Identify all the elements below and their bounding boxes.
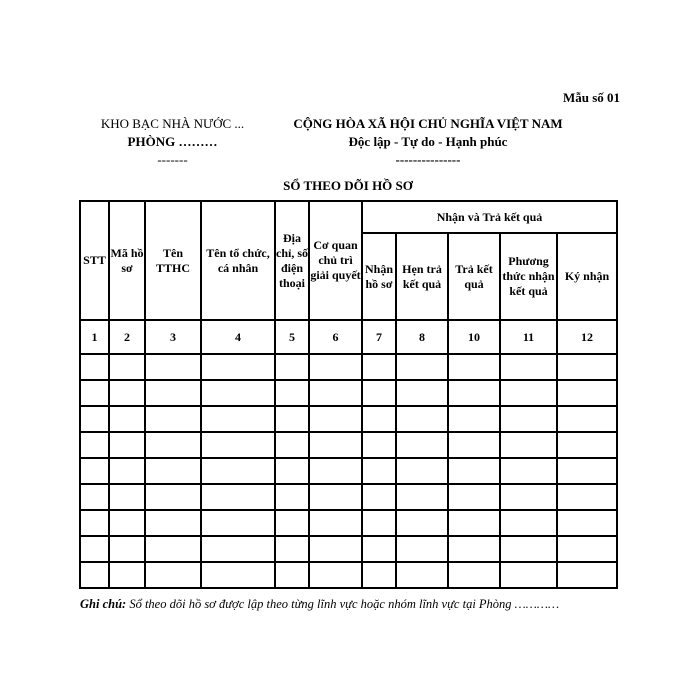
table-cell <box>500 380 557 406</box>
table-cell <box>109 536 145 562</box>
table-cell <box>448 380 500 406</box>
table-cell <box>500 432 557 458</box>
table-cell <box>362 484 396 510</box>
table-row <box>80 458 617 484</box>
col-num: 12 <box>557 320 617 354</box>
table-cell <box>557 562 617 588</box>
table-cell <box>557 380 617 406</box>
table-cell <box>109 354 145 380</box>
table-cell <box>309 380 362 406</box>
table-cell <box>448 484 500 510</box>
table-row <box>80 432 617 458</box>
table-row <box>80 484 617 510</box>
table-cell <box>275 432 309 458</box>
header-ky-nhan: Ký nhận <box>557 233 617 320</box>
table-cell <box>80 562 109 588</box>
table-cell <box>109 562 145 588</box>
table-cell <box>201 458 275 484</box>
table-cell <box>362 406 396 432</box>
table-cell <box>557 536 617 562</box>
table-cell <box>201 432 275 458</box>
table-cell <box>557 484 617 510</box>
table-cell <box>80 432 109 458</box>
motto-divider: --------------- <box>395 152 461 167</box>
table-row <box>80 510 617 536</box>
table-cell <box>309 432 362 458</box>
table-row <box>80 406 617 432</box>
table-cell <box>500 484 557 510</box>
table-cell <box>109 510 145 536</box>
table-cell <box>275 458 309 484</box>
table-cell <box>448 432 500 458</box>
table-cell <box>109 484 145 510</box>
table-cell <box>275 536 309 562</box>
table-cell <box>309 354 362 380</box>
table-cell <box>362 380 396 406</box>
table-cell <box>396 510 448 536</box>
table-cell <box>201 484 275 510</box>
table-row <box>80 354 617 380</box>
table-cell <box>557 510 617 536</box>
table-cell <box>309 562 362 588</box>
table-cell <box>557 406 617 432</box>
footnote <box>80 597 640 612</box>
header-ten-to-chuc: Tên tổ chức, cá nhân <box>201 201 275 320</box>
table-cell <box>275 510 309 536</box>
table-cell <box>396 536 448 562</box>
table-cell <box>500 458 557 484</box>
table-cell <box>275 380 309 406</box>
header-group-nhan-tra: Nhận và Trả kết quả <box>362 201 617 233</box>
table-cell <box>145 510 201 536</box>
table-cell <box>201 536 275 562</box>
table-cell <box>145 562 201 588</box>
table-cell <box>80 536 109 562</box>
table-cell <box>500 510 557 536</box>
footnote-text: Sổ theo dõi hồ sơ được lập theo từng lĩnh vực hoặc nhóm lĩnh vực tại Phòng ………… <box>126 597 560 611</box>
table-cell <box>500 354 557 380</box>
col-num: 7 <box>362 320 396 354</box>
col-num: 6 <box>309 320 362 354</box>
table-cell <box>145 380 201 406</box>
table-cell <box>448 354 500 380</box>
col-num: 2 <box>109 320 145 354</box>
agency-divider: ------- <box>157 152 188 167</box>
header-co-quan: Cơ quan chủ trì giải quyết <box>309 201 362 320</box>
table-cell <box>145 484 201 510</box>
table-cell <box>145 406 201 432</box>
table-cell <box>80 380 109 406</box>
table-cell <box>109 406 145 432</box>
table-cell <box>80 458 109 484</box>
table-cell <box>109 380 145 406</box>
col-num: 8 <box>396 320 448 354</box>
header-phuong-thuc: Phương thức nhận kết quả <box>500 233 557 320</box>
issuing-agency-header <box>80 115 265 169</box>
table-cell <box>396 562 448 588</box>
table-cell <box>145 354 201 380</box>
table-cell <box>500 406 557 432</box>
table-row <box>80 380 617 406</box>
table-cell <box>309 536 362 562</box>
table-cell <box>145 432 201 458</box>
table-cell <box>557 432 617 458</box>
header-stt: STT <box>80 201 109 320</box>
table-cell <box>396 432 448 458</box>
table-cell <box>309 458 362 484</box>
document-title: SỔ THEO DÕI HỒ SƠ <box>283 178 413 193</box>
table-cell <box>448 406 500 432</box>
table-cell <box>362 432 396 458</box>
table-cell <box>80 354 109 380</box>
header-ma-ho-so: Mã hồ sơ <box>109 201 145 320</box>
header-ten-tthc: Tên TTHC <box>145 201 201 320</box>
table-cell <box>448 536 500 562</box>
table-cell <box>80 406 109 432</box>
table-cell <box>557 354 617 380</box>
table-cell <box>80 510 109 536</box>
table-cell <box>396 484 448 510</box>
col-num: 5 <box>275 320 309 354</box>
header-nhan-ho-so: Nhận hồ sơ <box>362 233 396 320</box>
table-cell <box>201 380 275 406</box>
table-cell <box>275 406 309 432</box>
national-header <box>268 115 588 169</box>
country-name: CỘNG HÒA XÃ HỘI CHỦ NGHĨA VIỆT NAM <box>293 116 563 131</box>
table-cell <box>145 536 201 562</box>
col-num: 1 <box>80 320 109 354</box>
table-cell <box>201 354 275 380</box>
tracking-table <box>79 200 618 589</box>
footnote-label: Ghi chú: <box>80 597 127 611</box>
table-cell <box>396 458 448 484</box>
department-name: PHÒNG ……… <box>127 134 218 149</box>
table-cell <box>275 562 309 588</box>
header-hen-tra: Hẹn trả kết quả <box>396 233 448 320</box>
table-cell <box>275 484 309 510</box>
table-cell <box>362 458 396 484</box>
table-cell <box>109 432 145 458</box>
table-cell <box>448 562 500 588</box>
column-number-row <box>80 320 617 354</box>
col-num: 3 <box>145 320 201 354</box>
table-cell <box>80 484 109 510</box>
table-cell <box>145 458 201 484</box>
table-cell <box>362 536 396 562</box>
table-cell <box>362 510 396 536</box>
header-tra-ket-qua: Trả kết quả <box>448 233 500 320</box>
agency-name: KHO BẠC NHÀ NƯỚC ... <box>100 116 245 131</box>
table-cell <box>448 510 500 536</box>
form-number: Mẫu số 01 <box>562 90 620 105</box>
table-cell <box>500 562 557 588</box>
table-cell <box>362 354 396 380</box>
header-row <box>80 201 617 233</box>
table-cell <box>109 458 145 484</box>
table-cell <box>396 354 448 380</box>
table-row <box>80 536 617 562</box>
table-cell <box>448 458 500 484</box>
table-cell <box>396 406 448 432</box>
table-cell <box>500 536 557 562</box>
national-motto: Độc lập - Tự do - Hạnh phúc <box>348 134 508 149</box>
table-cell <box>396 380 448 406</box>
col-num: 4 <box>201 320 275 354</box>
table-cell <box>275 354 309 380</box>
table-cell <box>309 510 362 536</box>
table-cell <box>201 406 275 432</box>
col-num: 11 <box>500 320 557 354</box>
header-dia-chi: Địa chỉ, số điện thoại <box>275 201 309 320</box>
table-cell <box>309 484 362 510</box>
table-cell <box>309 406 362 432</box>
table-cell <box>557 458 617 484</box>
table-cell <box>201 510 275 536</box>
table-row <box>80 562 617 588</box>
col-num: 10 <box>448 320 500 354</box>
table-cell <box>201 562 275 588</box>
table-cell <box>362 562 396 588</box>
